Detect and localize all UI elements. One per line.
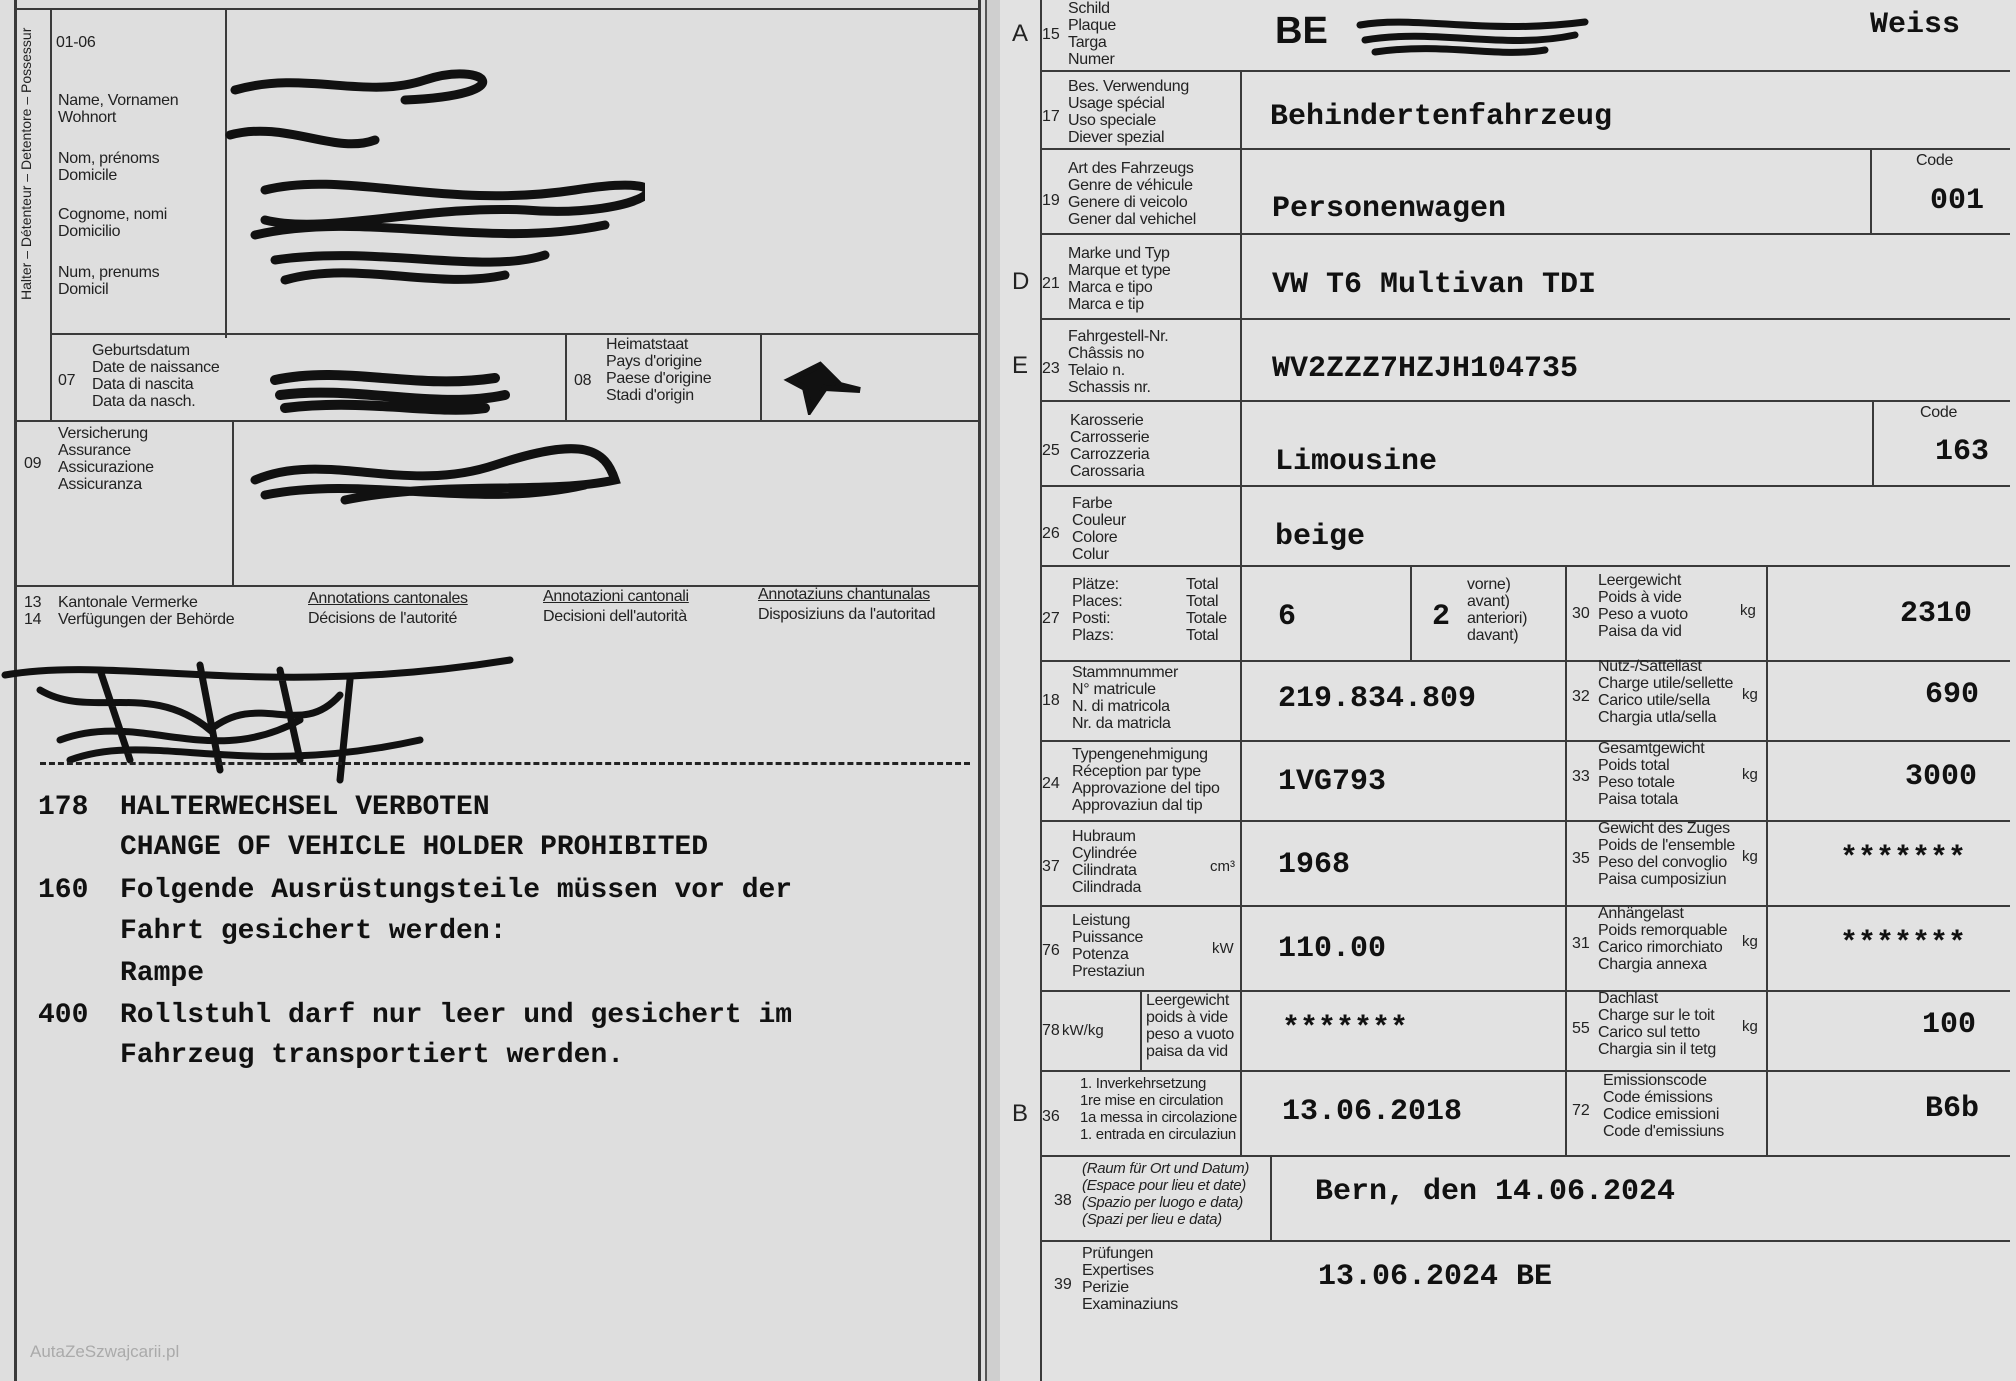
train-weight-number: 35: [1572, 850, 1590, 867]
seats-value: 6: [1278, 600, 1297, 634]
approval-label: Typengenehmigung Réception par type Approvazione del tipo Approvaziun dal tip: [1072, 746, 1220, 814]
displacement-value: 1968: [1278, 848, 1351, 882]
note-code: 178: [38, 792, 89, 823]
body-value: Limousine: [1275, 445, 1438, 479]
matricule-value: 219.834.809: [1278, 682, 1477, 716]
vehicle-type-label: Art des Fahrzeugs Genre de véhicule Genere di veicolo Gener dal vehichel: [1068, 160, 1197, 228]
seats-front-label: vorne) avant) anteriori) davant): [1467, 576, 1528, 644]
row-rule: [1040, 1240, 2010, 1242]
payload-unit: kg: [1742, 686, 1758, 703]
emission-number: 72: [1572, 1102, 1590, 1119]
approval-number: 24: [1042, 775, 1060, 792]
chassis-label: Fahrgestell-Nr. Châssis no Telaio n. Schassis nr.: [1068, 328, 1169, 396]
payload-label: Nutz-/Sattellast Charge utile/sellette Carico utile/sella Chargia utla/sella: [1598, 658, 1734, 726]
cantonal-label-de: Kantonale Vermerke Verfügungen der Behörde: [58, 594, 235, 628]
seats-total-label: Total Total Totale Total: [1186, 576, 1227, 644]
payload-number: 32: [1572, 688, 1590, 705]
special-use-value: Behindertenfahrzeug: [1270, 100, 1613, 134]
power-unit: kW: [1212, 940, 1234, 957]
row-rule: [1040, 740, 2010, 742]
train-weight-label: Gewicht des Zuges Poids de l'ensemble Peso del convoglio Paisa cumposiziun: [1598, 820, 1735, 888]
kw-kg-label: Leergewicht poids à vide peso a vuoto paisa da vid: [1146, 992, 1235, 1060]
power-label: Leistung Puissance Potenza Prestaziun: [1072, 912, 1145, 980]
birth-bottom-rule: [14, 420, 980, 422]
special-use-label: Bes. Verwendung Usage spécial Uso speciale Diever spezial: [1068, 78, 1189, 146]
right-page: [1000, 0, 2016, 1381]
origin-label: Heimatstaat Pays d'origine Paese d'origine Stadi d'origin: [606, 336, 712, 404]
make-letter: D: [1012, 268, 1030, 295]
holder-label-de: Name, Vornamen Wohnort: [58, 92, 179, 126]
plate-value: BE: [1275, 10, 1328, 52]
redaction-scribble-insurance: [245, 440, 630, 520]
middle-divider: [1565, 565, 1567, 1155]
trailer-load-number: 31: [1572, 935, 1590, 952]
matricule-number: 18: [1042, 692, 1060, 709]
kw-kg-unit: kW/kg: [1062, 1022, 1104, 1039]
empty-weight-number: 30: [1572, 605, 1590, 622]
train-weight-unit: kg: [1742, 848, 1758, 865]
first-registration-number: 36: [1042, 1108, 1060, 1125]
inspections-value: 13.06.2024 BE: [1318, 1260, 1553, 1294]
body-code: 163: [1935, 435, 1990, 469]
note-text: Rollstuhl darf nur leer und gesichert im: [120, 1000, 793, 1031]
top-rule: [14, 8, 980, 10]
payload-value: 690: [1925, 678, 1980, 712]
cantonal-sub-fr: Décisions de l'autorité: [308, 610, 458, 627]
vehicle-type-code: 001: [1930, 184, 1985, 218]
note-code: 160: [38, 875, 89, 906]
holder-label-fr: Nom, prénoms Domicile: [58, 150, 160, 184]
seats-front-value: 2: [1432, 600, 1451, 634]
insurance-number: 09: [24, 455, 42, 472]
code-divider-19: [1870, 148, 1872, 233]
body-label: Karosserie Carrosserie Carrozzeria Carossaria: [1070, 412, 1150, 480]
plate-letter: A: [1012, 20, 1029, 47]
train-weight-value: *******: [1840, 842, 1967, 876]
insurance-divider: [232, 420, 234, 585]
chassis-number: 23: [1042, 360, 1060, 377]
left-right-border: [978, 0, 981, 1381]
make-label: Marke und Typ Marque et type Marca e tipo Marca e tip: [1068, 245, 1171, 313]
note-text: HALTERWECHSEL VERBOTEN: [120, 792, 490, 823]
empty-weight-unit: kg: [1740, 602, 1756, 619]
emission-label: Emissionscode Code émissions Codice emissioni Code d'emissiuns: [1603, 1072, 1724, 1140]
seats-number: 27: [1042, 610, 1060, 627]
row-rule: [1040, 660, 2010, 662]
row-rule: [1040, 820, 2010, 822]
watermark: AutaZeSzwajcarii.pl: [30, 1342, 180, 1361]
cantonal-sub-it: Decisioni dell'autorità: [543, 608, 687, 625]
note-text: Fahrzeug transportiert werden.: [120, 1040, 625, 1071]
inspections-label: Prüfungen Expertises Perizie Examinaziuns: [1082, 1245, 1179, 1313]
color-label: Farbe Couleur Colore Colur: [1072, 495, 1126, 563]
approval-value: 1VG793: [1278, 765, 1387, 799]
cantonal-sub-rm: Disposiziuns da l'autoritad: [758, 606, 936, 623]
displacement-number: 37: [1042, 858, 1060, 875]
vehicle-type-value: Personenwagen: [1272, 192, 1507, 226]
holder-number: 01-06: [56, 34, 96, 51]
insurance-label: Versicherung Assurance Assicurazione Assicuranza: [58, 425, 154, 493]
cantonal-label-fr: Annotations cantonales: [308, 590, 468, 607]
trailer-load-label: Anhängelast Poids remorquable Carico rimorchiato Chargia annexa: [1598, 905, 1728, 973]
total-weight-label: Gesamtgewicht Poids total Peso totale Paisa totala: [1598, 740, 1705, 808]
redaction-scribble-birth: [265, 360, 515, 420]
birth-label: Geburtsdatum Date de naissance Data di nascita Data da nasch.: [92, 342, 220, 410]
emission-value: B6b: [1925, 1092, 1980, 1126]
origin-value-divider: [760, 333, 762, 421]
place-date-label: (Raum für Ort und Datum) (Espace pour lieu et date) (Spazio per luogo e data) (Spazi per lieu e data): [1082, 1160, 1250, 1228]
displacement-label: Hubraum Cylindrée Cilindrata Cilindrada: [1072, 828, 1142, 896]
note-text: Rampe: [120, 958, 205, 989]
make-number: 21: [1042, 275, 1060, 292]
row-rule: [1040, 485, 2010, 487]
dashed-separator: [40, 762, 970, 765]
row-rule: [1040, 400, 2010, 402]
total-weight-value: 3000: [1905, 760, 1978, 794]
row-rule: [1040, 1070, 2010, 1072]
vehicle-type-number: 19: [1042, 192, 1060, 209]
seats-label: Plätze: Places: Posti: Plazs:: [1072, 576, 1123, 644]
place-date-divider: [1270, 1155, 1272, 1240]
power-number: 76: [1042, 942, 1060, 959]
vehicle-type-code-label: Code: [1916, 152, 1954, 169]
empty-weight-value: 2310: [1900, 597, 1973, 631]
special-use-number: 17: [1042, 108, 1060, 125]
middle-divider-2: [1766, 565, 1768, 1155]
kw-kg-value: *******: [1282, 1012, 1409, 1046]
roof-load-label: Dachlast Charge sur le toit Carico sul tetto Chargia sin il tetg: [1598, 990, 1716, 1058]
empty-weight-label: Leergewicht Poids à vide Peso a vuoto Paisa da vid: [1598, 572, 1688, 640]
left-page: [0, 0, 990, 1381]
first-registration-value: 13.06.2018: [1282, 1095, 1463, 1129]
row-rule: [1040, 318, 2010, 320]
kw-kg-number: 78: [1042, 1022, 1060, 1039]
matricule-label: Stammnummer N° matricule N. di matricola Nr. da matricla: [1072, 664, 1179, 732]
row-rule: [1040, 1155, 2010, 1157]
redaction-scribble-annotation: [0, 650, 520, 790]
origin-number: 08: [574, 372, 592, 389]
first-registration-letter: B: [1012, 1100, 1029, 1127]
note-text: Folgende Ausrüstungsteile müssen vor der: [120, 875, 793, 906]
inspections-number: 39: [1054, 1276, 1072, 1293]
holder-bottom-rule: [50, 333, 980, 335]
redaction-scribble-plate: [1355, 10, 1595, 60]
plate-color-value: Weiss: [1870, 8, 1961, 42]
chassis-value: WV2ZZZ7HZJH104735: [1272, 352, 1579, 386]
birth-origin-divider: [565, 333, 567, 421]
color-number: 26: [1042, 525, 1060, 542]
body-code-label: Code: [1920, 404, 1958, 421]
total-weight-unit: kg: [1742, 766, 1758, 783]
kw-kg-divider: [1140, 990, 1142, 1070]
trailer-load-value: *******: [1840, 927, 1967, 961]
note-text: CHANGE OF VEHICLE HOLDER PROHIBITED: [120, 832, 709, 863]
code-divider-25: [1872, 400, 1874, 485]
row-rule: [1040, 565, 2010, 567]
trailer-load-unit: kg: [1742, 933, 1758, 950]
redaction-scribble-origin: [780, 360, 870, 415]
note-code: 400: [38, 1000, 89, 1031]
place-date-number: 38: [1054, 1192, 1072, 1209]
make-value: VW T6 Multivan TDI: [1272, 268, 1597, 302]
roof-load-value: 100: [1922, 1008, 1977, 1042]
total-weight-number: 33: [1572, 768, 1590, 785]
row-rule: [1040, 233, 2010, 235]
birth-number: 07: [58, 372, 76, 389]
plate-label: Schild Plaque Targa Numer: [1068, 0, 1117, 68]
row-rule: [1040, 148, 2010, 150]
holder-vertical-label: Halter – Détenteur – Detentore – Possessur: [18, 27, 34, 300]
note-text: Fahrt gesichert werden:: [120, 916, 507, 947]
cantonal-numbers: 13 14: [24, 594, 42, 628]
cantonal-label-rm: Annotaziuns chantunalas: [758, 586, 930, 603]
color-value: beige: [1275, 520, 1366, 554]
holder-label-it: Cognome, nomi Domicilio: [58, 206, 168, 240]
seats-divider: [1410, 565, 1412, 660]
holder-label-rm: Num, prenums Domicil: [58, 264, 160, 298]
power-value: 110.00: [1278, 932, 1387, 966]
first-registration-label: 1. Inverkehrsetzung 1re mise en circulation 1a messa in circolazione 1. entrada en circulaziun: [1080, 1075, 1238, 1143]
chassis-letter: E: [1012, 352, 1029, 379]
row-rule: [1040, 70, 2010, 72]
roof-load-unit: kg: [1742, 1018, 1758, 1035]
row-rule: [1040, 905, 2010, 907]
body-number: 25: [1042, 442, 1060, 459]
plate-number: 15: [1042, 26, 1060, 43]
holder-divider: [50, 8, 52, 420]
displacement-unit: cm³: [1210, 858, 1235, 875]
place-date-value: Bern, den 14.06.2024: [1315, 1175, 1676, 1209]
roof-load-number: 55: [1572, 1020, 1590, 1037]
redaction-scribble-holder: [225, 60, 645, 300]
cantonal-label-it: Annotazioni cantonali: [543, 588, 689, 605]
